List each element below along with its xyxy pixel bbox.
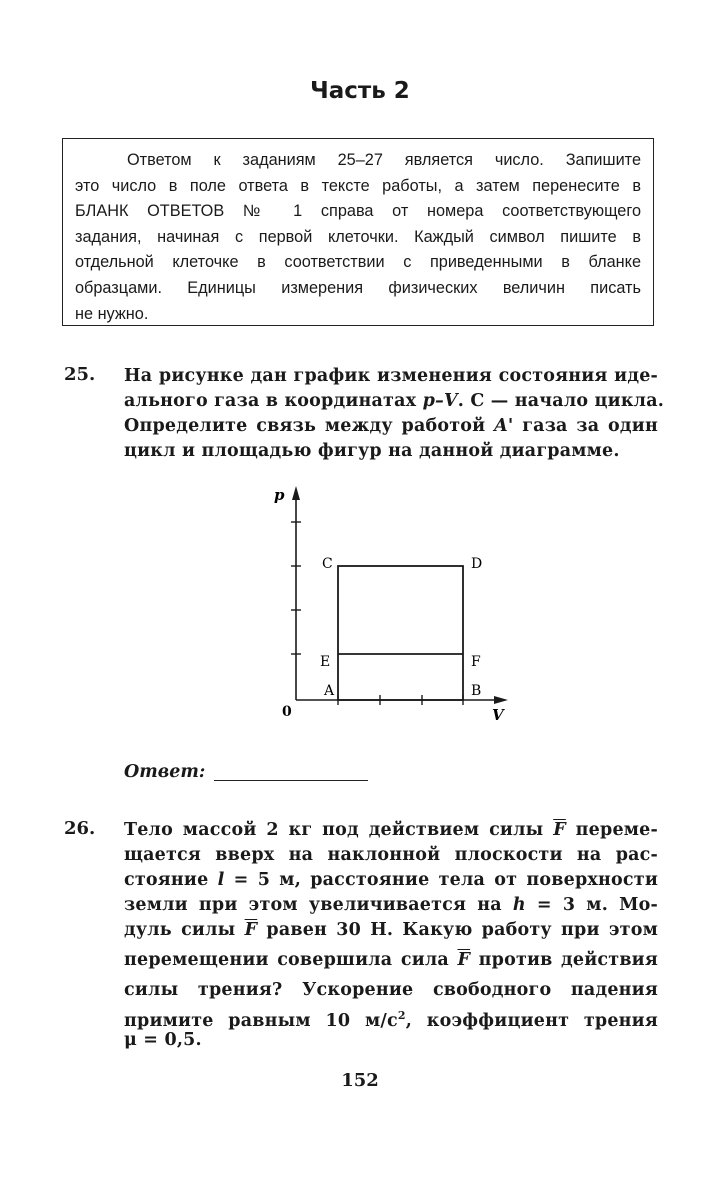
length-variable: l (217, 870, 225, 890)
task-line (124, 818, 658, 843)
pv-graph (250, 478, 520, 726)
text-fragment: . С — начало цикла. (457, 391, 665, 411)
instructions-line: образцами. Единицы измерения физических величин писать (75, 278, 641, 297)
answer-label: Ответ: (124, 762, 206, 782)
task-line (124, 893, 658, 918)
height-variable: h (512, 895, 526, 915)
instructions-box (62, 138, 654, 326)
text-fragment: газа за один (513, 416, 658, 436)
task-line: На рисунке дан график изменения состояния иде- (124, 366, 658, 386)
text-fragment: Тело массой 2 кг под действием силы (124, 820, 554, 840)
page-number: 152 (341, 1070, 379, 1091)
superscript: 2 (397, 1009, 406, 1022)
text-fragment: переме- (565, 820, 658, 840)
text-fragment: Определите связь между работой (124, 416, 495, 436)
point-label-c: C (322, 556, 333, 572)
task-line (124, 389, 665, 414)
part-title: Часть 2 (310, 78, 410, 104)
point-label-b: B (471, 683, 482, 699)
point-label-a: A (324, 683, 335, 699)
work-variable: A' (494, 416, 514, 436)
instructions-line: отдельной клеточке в соответствии с приведенными в бланке (75, 253, 641, 272)
instructions-line: не нужно. (75, 304, 149, 323)
instructions-line: Ответом к заданиям 25–27 является число. Запишите (127, 151, 641, 169)
instructions-line: это число в поле ответа в тексте работы, а затем перенесите в (75, 176, 641, 195)
instructions-line: задания, начиная с первой клеточки. Каждый символ пишите в (75, 227, 641, 246)
point-label-d: D (471, 556, 483, 572)
force-vector-symbol: $\overline{F}$ (553, 820, 566, 840)
task-text (124, 364, 665, 464)
task-number: 26. (64, 818, 96, 839)
text-fragment: , коэффициент трения (405, 1010, 658, 1031)
answer-field[interactable] (214, 780, 368, 781)
text-fragment: примите равным 10 м/с (124, 1010, 398, 1031)
x-axis-arrow-icon (494, 696, 508, 704)
task-line (124, 948, 658, 978)
point-label-f: F (471, 654, 481, 670)
task-number: 25. (64, 364, 96, 385)
point-label-e: E (320, 654, 331, 670)
text-fragment: = 5 м, расстояние тела от поверхности (224, 870, 658, 890)
force-vector-symbol: $\overline{F}$ (244, 920, 258, 940)
task-line (124, 1003, 658, 1031)
text-fragment: земли при этом увеличивается на (124, 895, 513, 915)
task-line: щается вверх на наклонной плоскости на рас- (124, 845, 658, 865)
instructions-line: БЛАНК ОТВЕТОВ № 1 справа от номера соответствующего (75, 202, 641, 221)
pv-variable: p–V (422, 391, 458, 411)
y-axis-label: p (274, 486, 285, 504)
text-fragment: ального газа в координатах (124, 391, 423, 411)
cycle-rectangle (338, 566, 463, 700)
origin-label: 0 (282, 704, 292, 720)
task-line: цикл и площадью фигур на данной диаграмме. (124, 441, 620, 461)
task-line: μ = 0,5. (124, 1030, 202, 1050)
text-fragment: = 3 м. Мо- (525, 895, 658, 915)
task-line (124, 868, 658, 893)
task-text (124, 818, 658, 1053)
text-fragment: против действия (470, 950, 658, 970)
task-line (124, 414, 658, 439)
text-fragment: стояние (124, 870, 218, 890)
force-vector-symbol: $\overline{F}$ (457, 950, 471, 970)
x-axis-label: V (492, 706, 504, 724)
task-line: силы трения? Ускорение свободного падения (124, 980, 658, 1000)
y-axis-arrow-icon (292, 486, 300, 500)
text-fragment: равен 30 Н. Какую работу при этом (257, 920, 658, 940)
task-line (124, 918, 658, 948)
text-fragment: перемещении совершила сила (124, 950, 458, 970)
text-fragment: дуль силы (124, 920, 245, 940)
